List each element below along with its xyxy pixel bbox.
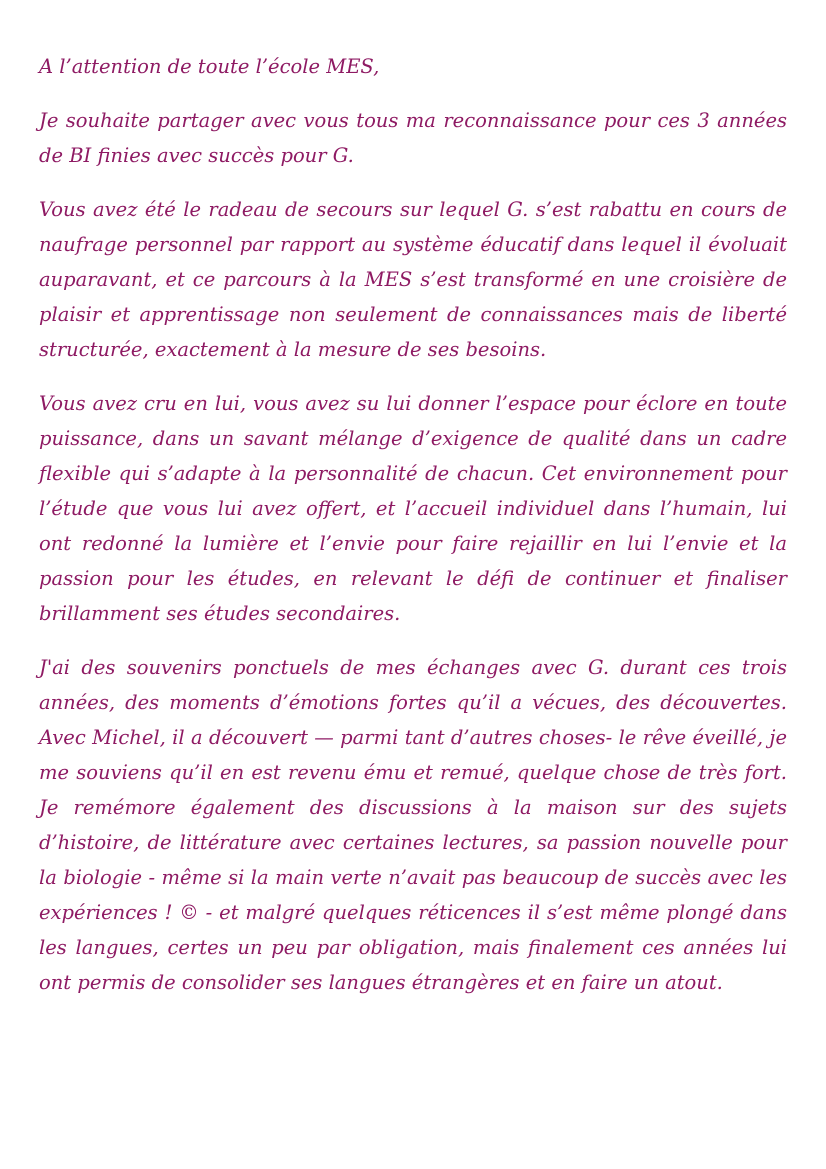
letter-body bbox=[39, 49, 787, 1019]
letter-greeting: A l’attention de toute l’école MES, bbox=[39, 55, 380, 78]
letter-paragraph-2: Vous avez été le radeau de secours sur lequel G. s’est rabattu en cours de naufrage personnel par rapport au système éducatif dans lequel il évoluait auparavant, et ce parcours à la MES s’est transformé en une croisière de plaisir et apprentissage non seulement de connaissances mais de liberté structurée, exactement à la mesure de ses besoins. bbox=[39, 198, 787, 361]
letter-paragraph-3: Vous avez cru en lui, vous avez su lui donner l’espace pour éclore en toute puissance, dans un savant mélange d’exigence de qualité dans un cadre flexible qui s’adapte à la personnalité de chacun. Cet environnement pour l’étude que vous lui avez offert, et l’accueil individuel dans l’humain, lui ont redonné la lumière et l’envie pour faire rejaillir en lui l’envie et la passion pour les études, en relevant le défi de continuer et finaliser brillamment ses études secondaires. bbox=[39, 392, 787, 625]
letter-paragraph-1: Je souhaite partager avec vous tous ma reconnaissance pour ces 3 années de BI finies avec succès pour G. bbox=[39, 109, 787, 167]
letter-paragraph-4: J'ai des souvenirs ponctuels de mes échanges avec G. durant ces trois années, des moments d’émotions fortes qu’il a vécues, des découvertes. Avec Michel, il a découvert — parmi tant d’autres choses- le rêve éveillé, je me souviens qu’il en est revenu ému et remué, quelque chose de très fort. Je remémore également des discussions à la maison sur des sujets d’histoire, de littérature avec certaines lectures, sa passion nouvelle pour la biologie - même si la main verte n’avait pas beaucoup de succès avec les expériences ! © - et malgré quelques réticences il s’est même plongé dans les langues, certes un peu par obligation, mais finalement ces années lui ont permis de consolider ses langues étrangères et en faire un atout. bbox=[39, 656, 787, 994]
